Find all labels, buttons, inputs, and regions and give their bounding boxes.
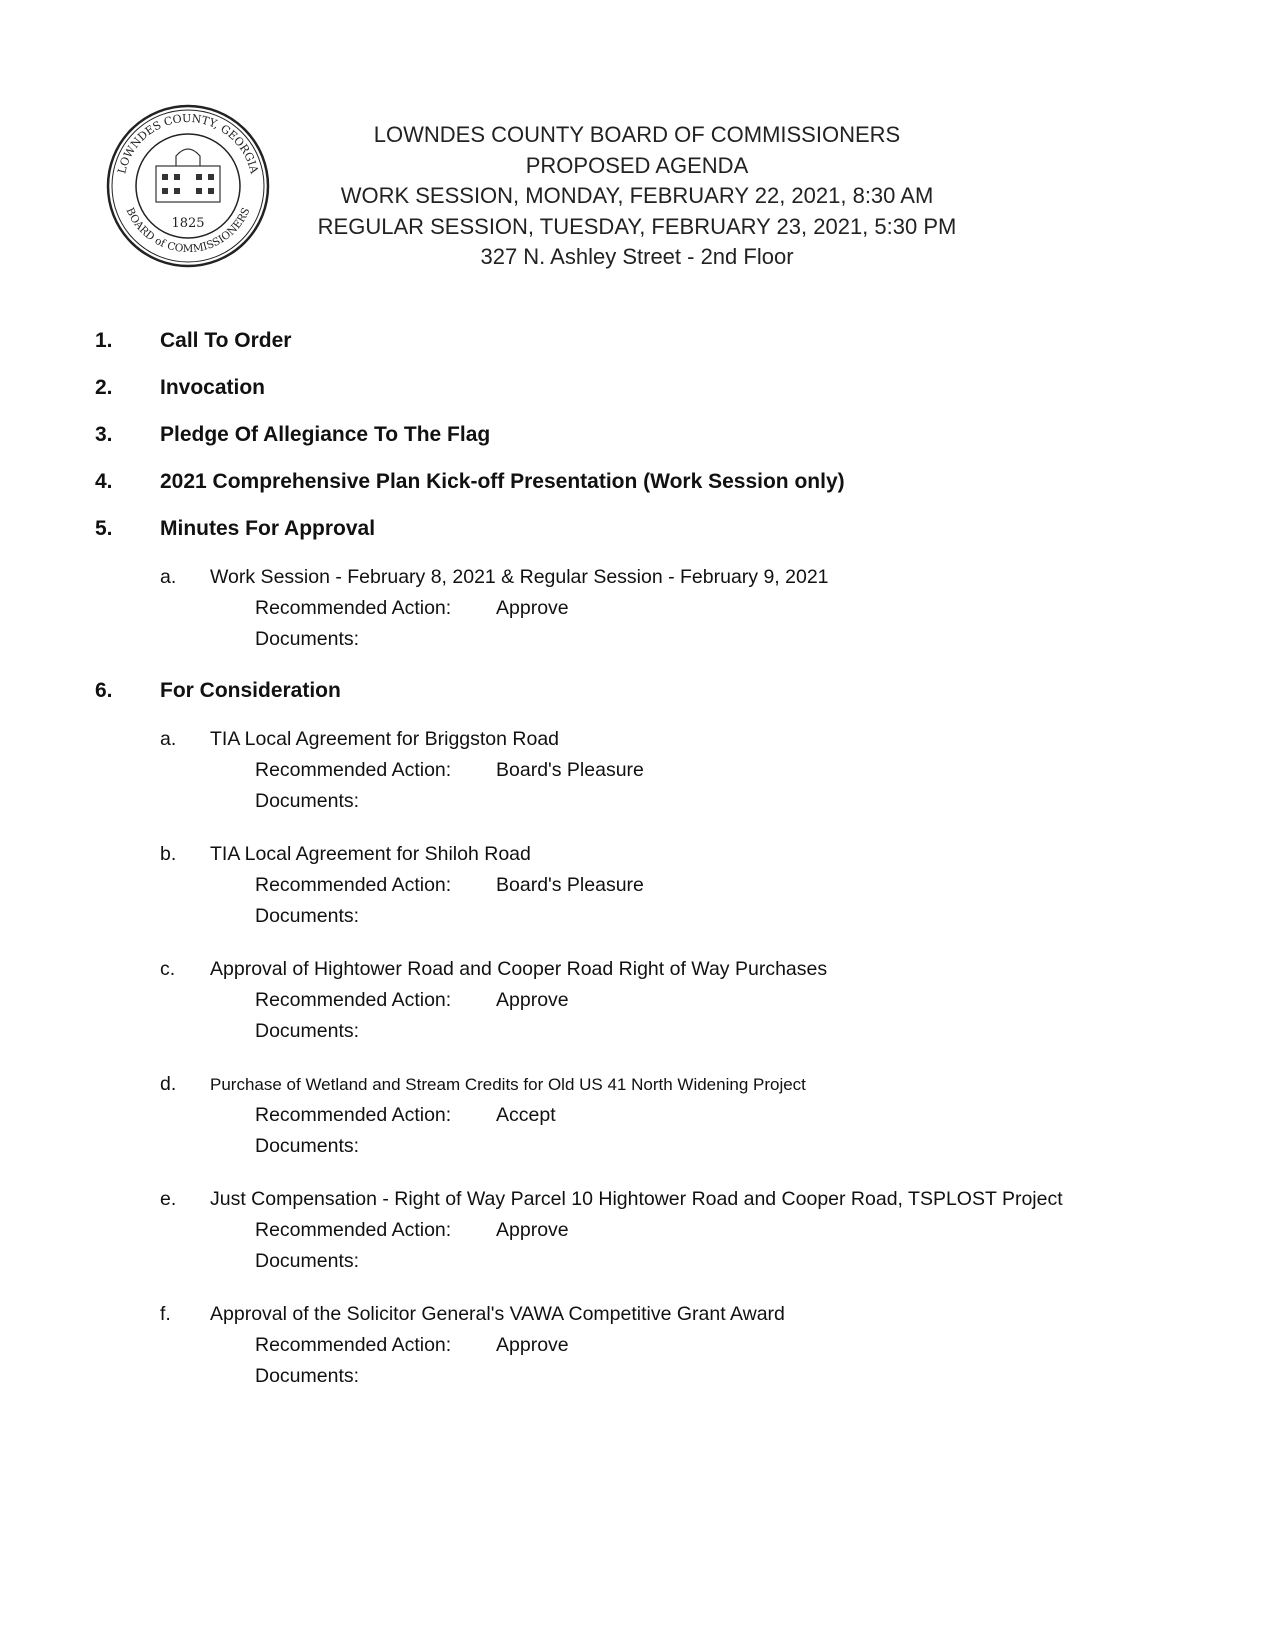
agenda-item xyxy=(95,677,1195,1392)
documents-row xyxy=(255,786,1195,817)
subitem-letter: a. xyxy=(160,728,177,750)
subitem-body xyxy=(210,724,1195,817)
item-title: Call To Order xyxy=(160,329,292,352)
recommended-action-label: Recommended Action: xyxy=(255,1334,452,1356)
agenda-item-heading xyxy=(95,468,1195,496)
agenda-list xyxy=(95,327,1195,1414)
recommended-action-row xyxy=(255,870,1195,901)
recommended-action-label: Recommended Action: xyxy=(255,874,452,896)
county-seal-logo xyxy=(106,104,270,268)
subitem-letter: a. xyxy=(160,566,177,588)
header-address: 327 N. Ashley Street - 2nd Floor xyxy=(480,244,794,269)
documents-row xyxy=(255,1246,1195,1277)
subitem-title: TIA Local Agreement for Briggston Road xyxy=(210,728,560,750)
subitem-letter: b. xyxy=(160,843,177,865)
agenda-subitem xyxy=(160,724,1195,817)
item-number: 1. xyxy=(95,329,113,352)
agenda-header xyxy=(287,120,987,273)
documents-label: Documents: xyxy=(255,790,360,812)
subitem-title: Approval of Hightower Road and Cooper Road Right of Way Purchases xyxy=(210,958,828,980)
subitem-title: Work Session - February 8, 2021 & Regular Session - February 9, 2021 xyxy=(210,566,829,588)
recommended-action-row xyxy=(255,755,1195,786)
subitem-body xyxy=(210,1299,1195,1392)
recommended-action-value: Approve xyxy=(496,597,569,619)
documents-label: Documents: xyxy=(255,628,360,650)
agenda-item xyxy=(95,468,1195,496)
agenda-subitem xyxy=(160,954,1195,1047)
recommended-action-value: Board's Pleasure xyxy=(496,759,644,781)
subitem-body xyxy=(210,562,1195,655)
subitem-title: TIA Local Agreement for Shiloh Road xyxy=(210,843,531,865)
subitem-body xyxy=(210,839,1195,932)
agenda-item-heading xyxy=(95,374,1195,402)
subitem-letter: c. xyxy=(160,958,176,980)
subitem-letter: f. xyxy=(160,1303,171,1325)
recommended-action-label: Recommended Action: xyxy=(255,1219,452,1241)
documents-label: Documents: xyxy=(255,1135,360,1157)
item-number: 4. xyxy=(95,470,113,493)
recommended-action-value: Board's Pleasure xyxy=(496,874,644,896)
documents-row xyxy=(255,1361,1195,1392)
recommended-action-value: Approve xyxy=(496,989,569,1011)
subitem-body xyxy=(210,954,1195,1047)
subitem-title: Just Compensation - Right of Way Parcel 10 Hightower Road and Cooper Road, TSPLOST Project xyxy=(210,1188,1063,1210)
recommended-action-row xyxy=(255,1215,1195,1246)
recommended-action-row xyxy=(255,1330,1195,1361)
recommended-action-value: Approve xyxy=(496,1334,569,1356)
item-title: Invocation xyxy=(160,376,266,399)
recommended-action-row xyxy=(255,593,1195,624)
seal-year: 1825 xyxy=(171,216,205,231)
agenda-item xyxy=(95,421,1195,449)
header-work-session: WORK SESSION, MONDAY, FEBRUARY 22, 2021, 8:30 AM xyxy=(340,183,934,208)
agenda-item xyxy=(95,374,1195,402)
agenda-item-heading xyxy=(95,677,1195,705)
documents-row xyxy=(255,901,1195,932)
item-title: 2021 Comprehensive Plan Kick-off Presentation (Work Session only) xyxy=(160,470,845,493)
subitem-title: Approval of the Solicitor General's VAWA Competitive Grant Award xyxy=(210,1303,785,1325)
item-title: For Consideration xyxy=(160,679,341,702)
agenda-subitem xyxy=(160,562,1195,655)
recommended-action-row xyxy=(255,985,1195,1016)
item-title: Pledge Of Allegiance To The Flag xyxy=(160,423,491,446)
header-regular-session: REGULAR SESSION, TUESDAY, FEBRUARY 23, 2021, 5:30 PM xyxy=(317,213,957,239)
item-number: 6. xyxy=(95,679,113,702)
agenda-item xyxy=(95,515,1195,655)
agenda-subitem xyxy=(160,1184,1195,1277)
seal-bottom-text: BOARD of COMMISSIONERS xyxy=(123,205,253,256)
agenda-subitem xyxy=(160,1299,1195,1392)
seal-top-text: LOWNDES COUNTY, GEORGIA xyxy=(115,111,261,175)
documents-row xyxy=(255,624,1195,655)
documents-label: Documents: xyxy=(255,905,360,927)
item-number: 2. xyxy=(95,376,113,399)
recommended-action-label: Recommended Action: xyxy=(255,989,452,1011)
item-number: 5. xyxy=(95,517,113,540)
recommended-action-value: Approve xyxy=(496,1219,569,1241)
recommended-action-value: Accept xyxy=(496,1104,556,1126)
documents-label: Documents: xyxy=(255,1020,360,1042)
documents-label: Documents: xyxy=(255,1365,360,1387)
subitem-body xyxy=(210,1069,1195,1162)
agenda-subitem xyxy=(160,1069,1195,1162)
recommended-action-label: Recommended Action: xyxy=(255,759,452,781)
recommended-action-label: Recommended Action: xyxy=(255,597,452,619)
header-org: LOWNDES COUNTY BOARD OF COMMISSIONERS xyxy=(373,122,901,147)
agenda-item xyxy=(95,327,1195,355)
subitem-letter: d. xyxy=(160,1073,177,1095)
documents-row xyxy=(255,1131,1195,1162)
documents-row xyxy=(255,1016,1195,1047)
recommended-action-label: Recommended Action: xyxy=(255,1104,452,1126)
subitem-body xyxy=(210,1184,1195,1277)
documents-label: Documents: xyxy=(255,1250,360,1272)
subitem-title: Purchase of Wetland and Stream Credits for Old US 41 North Widening Project xyxy=(210,1075,806,1094)
item-title: Minutes For Approval xyxy=(160,517,376,540)
agenda-item-heading xyxy=(95,421,1195,449)
agenda-item-heading xyxy=(95,327,1195,355)
agenda-subitem xyxy=(160,839,1195,932)
recommended-action-row xyxy=(255,1100,1195,1131)
subitem-letter: e. xyxy=(160,1188,177,1210)
item-number: 3. xyxy=(95,423,113,446)
agenda-item-heading xyxy=(95,515,1195,543)
header-title: PROPOSED AGENDA xyxy=(525,152,749,178)
